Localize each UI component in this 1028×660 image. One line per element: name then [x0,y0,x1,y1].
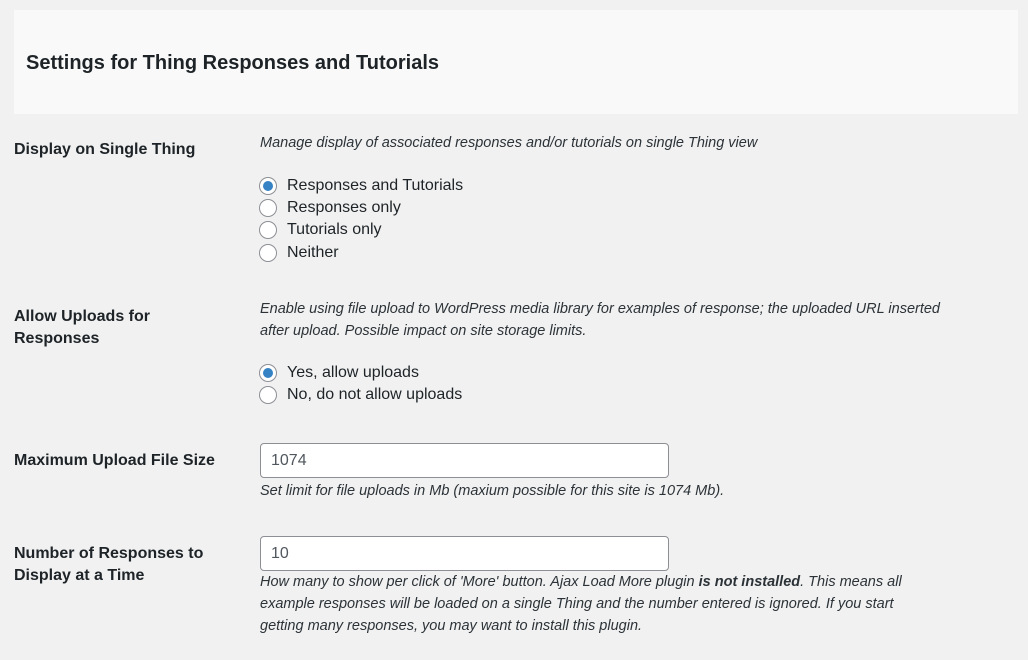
desc-text: How many to show per click of 'More' button. Ajax Load More plugin [260,574,699,590]
max-upload-label: Maximum Upload File Size [14,452,215,469]
num-responses-description [260,571,1010,637]
page-title: Settings for Thing Responses and Tutorials [26,52,439,74]
radio-label: Yes, allow uploads [287,364,419,381]
radio-label: Neither [287,244,339,261]
num-responses-label-line1: Number of Responses to [14,545,204,562]
radio-button[interactable] [259,244,277,262]
radio-responses-and-tutorials[interactable] [259,175,463,197]
radio-button[interactable] [259,199,277,217]
display-single-label: Display on Single Thing [14,141,196,158]
radio-allow-uploads-yes[interactable] [259,362,419,384]
radio-label: Responses only [287,199,401,216]
radio-neither[interactable] [259,242,339,264]
max-upload-input[interactable] [260,443,669,478]
radio-label: Tutorials only [287,221,382,238]
allow-uploads-description-line2: after upload. Possible impact on site storage limits. [260,323,587,339]
display-single-description: Manage display of associated responses and/or tutorials on single Thing view [260,135,758,151]
num-responses-input[interactable] [260,536,669,571]
allow-uploads-description-line1: Enable using file upload to WordPress media library for examples of response; the uploaded URL inserted [260,301,940,317]
radio-allow-uploads-no[interactable] [259,384,462,406]
num-responses-label-line2: Display at a Time [14,567,145,584]
radio-button-checked[interactable] [259,177,277,195]
num-responses-description-line3: getting many responses, you may want to install this plugin. [260,618,643,634]
allow-uploads-description [260,298,1010,342]
plugin-status-bold: is not installed [698,574,801,590]
allow-uploads-label [14,306,234,350]
radio-label: Responses and Tutorials [287,177,464,194]
settings-header [14,10,1018,114]
num-responses-label [14,543,234,587]
desc-text: . This means all [800,574,902,590]
num-responses-description-line1 [260,571,1010,593]
radio-button-checked[interactable] [259,364,277,382]
num-responses-description-line2: example responses will be loaded on a single Thing and the number entered is ignored. If you start [260,596,894,612]
radio-button[interactable] [259,221,277,239]
radio-button[interactable] [259,386,277,404]
radio-label: No, do not allow uploads [287,386,463,403]
radio-responses-only[interactable] [259,197,401,219]
max-upload-description: Set limit for file uploads in Mb (maxium possible for this site is 1074 Mb). [260,483,725,499]
allow-uploads-label-line2: Responses [14,330,100,347]
allow-uploads-label-line1: Allow Uploads for [14,308,150,325]
radio-tutorials-only[interactable] [259,219,382,241]
